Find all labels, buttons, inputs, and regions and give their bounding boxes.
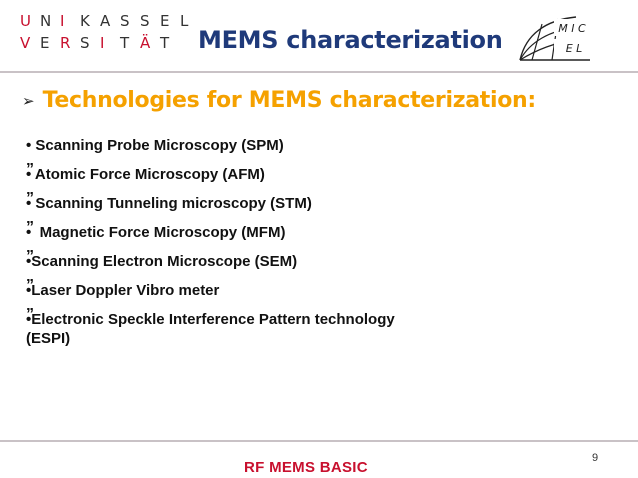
list-item [26, 252, 466, 285]
list-item [26, 281, 466, 314]
list-item [26, 136, 466, 169]
logo-letter: E [160, 12, 170, 30]
logo-letter: T [120, 34, 130, 52]
logo-letter: S [120, 12, 130, 30]
header-divider [0, 71, 638, 73]
logo-letter: N [40, 12, 52, 30]
list-item [26, 165, 466, 198]
section-heading [22, 88, 536, 113]
ditto-mark: „ [26, 210, 34, 227]
logo-letter: I [60, 12, 65, 30]
logo-row-bottom [20, 32, 200, 54]
list-item-label: •Electronic Speckle Interference Pattern technology (ESPI) [26, 311, 395, 347]
logo-letter: R [60, 34, 71, 52]
ditto-mark: „ [26, 297, 34, 314]
section-heading-text: Technologies for MEMS characterization: [42, 88, 536, 113]
list-item-label: •Laser Doppler Vibro meter [26, 282, 220, 299]
ditto-mark: „ [26, 181, 34, 198]
list-item [26, 194, 466, 227]
logo-letter: A [100, 12, 111, 30]
list-item-label: • Scanning Tunneling microscopy (STM) [26, 195, 312, 212]
page-number: 9 [592, 452, 599, 464]
logo-letter: T [160, 34, 170, 52]
list-item-label: • Scanning Probe Microscopy (SPM) [26, 137, 284, 154]
logo-letter: K [80, 12, 90, 30]
logo-letter: S [140, 12, 150, 30]
ditto-mark: „ [26, 152, 34, 169]
logo-letter: L [180, 12, 189, 30]
ditto-mark: „ [26, 239, 34, 256]
footer-divider [0, 440, 638, 442]
logo-letter: S [80, 34, 90, 52]
list-item [26, 223, 466, 256]
arrow-right-icon: ➢ [22, 91, 35, 110]
list-item-label: •Scanning Electron Microscope (SEM) [26, 253, 298, 270]
list-item [26, 310, 466, 348]
logo-letter: E [40, 34, 50, 52]
ditto-mark: „ [26, 268, 34, 285]
logo-row-top [20, 10, 200, 32]
micel-logo-line2: E L [565, 42, 583, 55]
list-item-label: • Magnetic Force Microscopy (MFM) [26, 224, 286, 241]
technology-list [26, 136, 466, 348]
micel-logo [516, 14, 594, 62]
logo-letter: Ä [140, 34, 151, 52]
footer-title: RF MEMS BASIC [244, 459, 368, 476]
list-item-label: • Atomic Force Microscopy (AFM) [26, 166, 265, 183]
slide-title: MEMS characterization [198, 26, 503, 54]
micel-logo-line1: M I C [558, 22, 586, 35]
logo-letter: I [100, 34, 105, 52]
logo-letter: V [20, 34, 31, 52]
logo-letter: U [20, 12, 31, 30]
university-logo [20, 10, 200, 54]
